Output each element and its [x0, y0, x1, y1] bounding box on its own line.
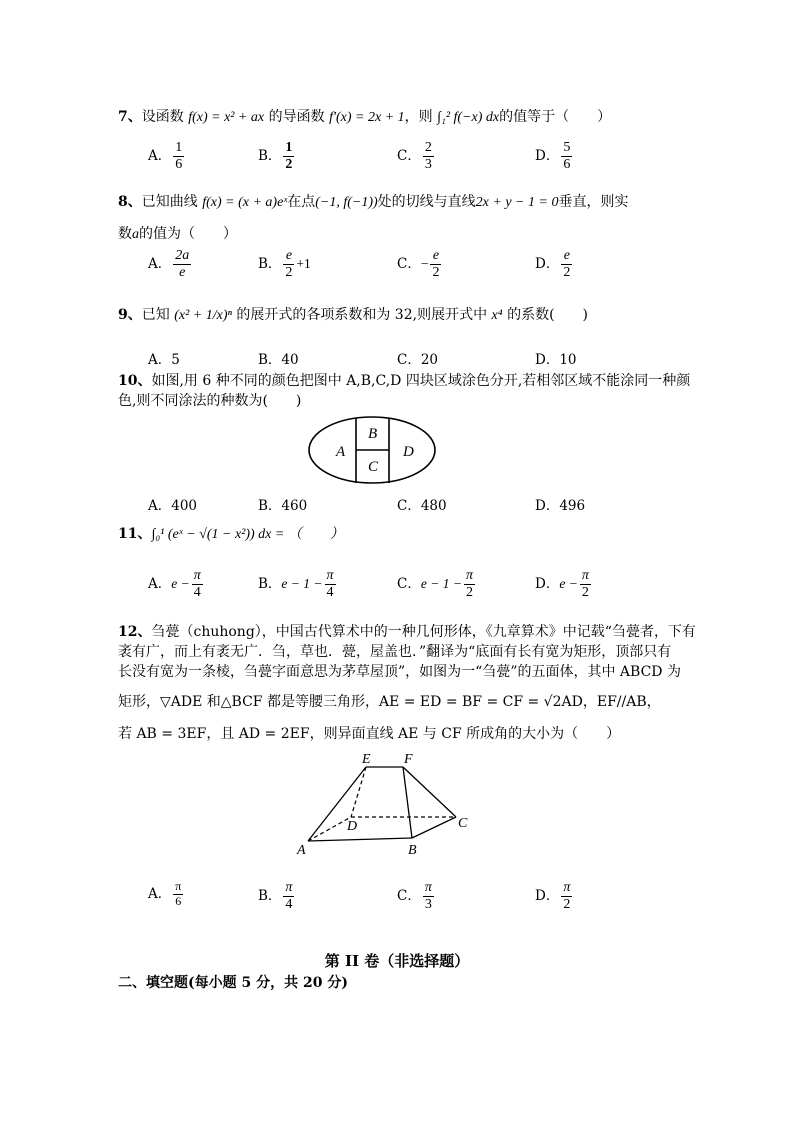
question-8-stem-line2: 数a的值为（ ）	[118, 226, 237, 242]
option-c: C．480	[397, 498, 447, 514]
option-a: A． $\frac{2a}{e}$	[148, 248, 190, 281]
option-d: D． $\frac{e}{2}$	[535, 248, 571, 281]
region-b-label: B	[368, 426, 378, 442]
formula: (−1, f(−1))	[315, 195, 378, 210]
vertex-d-label: D	[347, 819, 358, 834]
option-d: D． $\frac{\pi}{2}$	[535, 880, 571, 913]
question-12-stem-line2: 袤有广，而上有袤无广．刍，草也．甍，屋盖也．”翻译为“底面有长有宽为矩形，顶部只有	[118, 644, 672, 660]
formula: (x² + 1/x)ⁿ	[174, 308, 232, 323]
option-c: C． $\frac{\pi}{3}$	[397, 880, 432, 913]
question-12-stem-line4: 矩形，▽ADE 和△BCF 都是等腰三角形，AE = ED = BF = CF = √2AD，EF//AB，	[118, 694, 661, 710]
question-8-stem: 8、已知曲线 f(x) = (x + a)eˣ在点(−1, f(−1))处的切线与直线2x + y − 1 = 0垂直，则实	[118, 194, 629, 210]
question-12-stem-line3: 长没有宽为一条棱，刍甍字面意思为茅草屋顶”，如图为一“刍甍”的五面体，其中 ABCD 为	[118, 664, 681, 680]
option-c: C． $\frac{2}{3}$	[397, 140, 432, 173]
formula: f(x) = x² + ax	[188, 110, 265, 125]
formula: 2x + y − 1 = 0	[475, 195, 559, 210]
option-b: B．e − 1 − $\frac{\pi}{4}$	[258, 568, 334, 601]
question-12-stem: 12、刍甍（chuhong），中国古代算术中的一种几何形体，《九章算术》中记载“刍甍者，下有	[118, 624, 696, 640]
option-b: B． $\frac{\pi}{4}$	[258, 880, 293, 913]
option-b: B． $\frac{e}{2}$ +1	[258, 248, 311, 281]
region-d-label: D	[403, 444, 414, 460]
option-a: A． $\frac{1}{6}$	[148, 140, 183, 173]
formula: x⁴	[491, 308, 503, 323]
formula: ∫₀¹ (eˣ − √(1 − x²)) dx = （ ）	[151, 527, 344, 542]
option-a: A．400	[148, 498, 198, 514]
option-d: D．e − $\frac{\pi}{2}$	[535, 568, 589, 601]
vertex-e-label: E	[362, 752, 371, 767]
question-11-stem	[118, 523, 344, 543]
question-12-stem-line5: 若 AB = 3EF，且 AD = 2EF，则异面直线 AE 与 CF 所成角的大小为（ ）	[118, 726, 621, 742]
option-c: C．e − 1 − $\frac{\pi}{2}$	[397, 568, 473, 601]
option-c: C．− $\frac{e}{2}$	[397, 248, 440, 281]
question-number: 7、	[118, 109, 142, 125]
option-a: A．e − $\frac{\pi}{4}$	[148, 568, 201, 601]
question-10-stem: 10、如图,用 6 种不同的颜色把图中 A,B,C,D 四块区域涂色分开,若相邻区域不能涂同一种颜	[118, 373, 691, 389]
section-title: 第 II 卷（非选择题）	[324, 952, 470, 970]
region-c-label: C	[368, 459, 379, 475]
option-d: D．10	[535, 352, 577, 368]
option-d: D． $\frac{5}{6}$	[535, 140, 571, 173]
option-a: A．5	[148, 352, 180, 368]
question-number: 10、	[118, 373, 152, 389]
question-number: 8、	[118, 194, 142, 210]
option-b: B．40	[258, 352, 299, 368]
formula: ∫₁² f(−x) dx	[437, 110, 500, 125]
vertex-c-label: C	[458, 816, 468, 831]
section-subtitle: 二、填空题(每小题 5 分，共 20 分)	[118, 975, 348, 991]
question-number: 11、	[118, 526, 152, 542]
option-c: C．20	[397, 352, 439, 368]
question-number: 12、	[118, 624, 152, 640]
coloring-figure	[305, 414, 440, 486]
vertex-a-label: A	[297, 843, 306, 858]
option-b: B． $\frac{1}{2}$	[258, 140, 293, 173]
region-a-label: A	[336, 444, 346, 460]
vertex-b-label: B	[408, 843, 417, 858]
question-10-stem-line2: 色,则不同涂法的种数为( )	[118, 393, 302, 409]
option-a: A． $\frac{\pi}{6}$	[148, 879, 182, 908]
question-9-stem: 9、已知 (x² + 1/x)ⁿ 的展开式的各项系数和为 32,则展开式中 x⁴ 的系数( )	[118, 307, 589, 323]
formula: f(x) = (x + a)eˣ	[202, 195, 288, 210]
formula: f′(x) = 2x + 1	[329, 110, 405, 125]
chuhong-figure	[292, 748, 482, 858]
question-number: 9、	[118, 307, 142, 323]
vertex-f-label: F	[404, 752, 413, 767]
option-d: D．496	[535, 498, 586, 514]
option-b: B．460	[258, 498, 308, 514]
question-7-stem: 7、设函数 f(x) = x² + ax 的导函数 f′(x) = 2x + 1，则 ∫₁² f(−x) dx的值等于（ ）	[118, 109, 612, 125]
